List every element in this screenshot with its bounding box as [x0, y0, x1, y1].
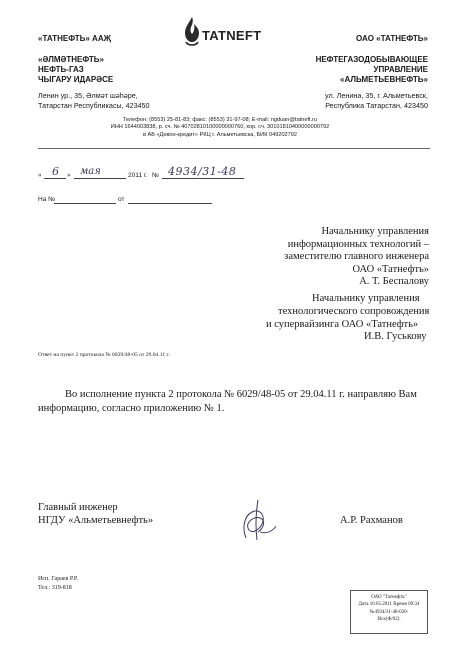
date-year: 2011 г. — [128, 172, 148, 179]
ot-label: от — [118, 196, 125, 203]
registration-stamp-text — [351, 594, 427, 624]
addressee-2 — [266, 293, 429, 344]
addressee-2-line3: и супервайзинга ОАО «Татнефть» — [266, 318, 419, 330]
addressee-2-name: И.В. Гуськову — [364, 331, 427, 343]
registration-stamp — [350, 590, 428, 634]
header-right-addr-line2: Республика Татарстан, 423450 — [325, 101, 428, 110]
header-left-addr-line1: Ленин ур., 35, Әлмәт шәһәре, — [38, 91, 138, 100]
header-left-dept-line2: НЕФТЬ-ГАЗ — [38, 65, 84, 74]
date-month: мая — [80, 166, 101, 177]
addressee-2-line1: Начальнику управления — [312, 293, 420, 304]
date-day-line — [44, 178, 66, 179]
header-left-dept-line3: ЧЫГАРУ ИДАРӘСЕ — [38, 75, 114, 84]
contacts-line1: Телефон: (8553) 25-81-83; факс: (8553) 31-97-08; E-mail: ngduan@tatneft.ru — [122, 117, 318, 123]
header-right-dept-line1: НЕФТЕГАЗОДОБЫВАЮЩЕЕ — [315, 55, 428, 64]
logo-text: TATNEFT — [202, 28, 262, 43]
date-day: 6 — [52, 165, 59, 178]
document-number: 4934/31-48 — [168, 165, 237, 178]
contacts-line3: в АБ «Девон-кредит» РКЦ г. Альметьевска, БИК 049202792 — [142, 131, 298, 138]
date-month-line — [74, 178, 126, 179]
header-right-department — [316, 55, 428, 85]
stamp-line4: Исх(Ф/02). — [377, 617, 401, 623]
header-divider — [38, 148, 430, 149]
addressee-1-line1: Начальнику управления — [321, 226, 429, 237]
stamp-line3: №4934/31-48-020- — [369, 609, 409, 615]
header-left-address — [38, 91, 150, 111]
addressee-1-name: А. Т. Беспалову — [359, 276, 429, 288]
body-text — [38, 388, 438, 415]
header-left-company: «ТАТНЕФТЬ» ААҖ — [38, 34, 111, 43]
addressee-1-line3: заместителю главного инженера — [284, 251, 429, 263]
header-right-address — [325, 91, 428, 111]
header-left-addr-line2: Татарстан Республикасы, 423450 — [38, 101, 150, 110]
header-right-dept-line2: УПРАВЛЕНИЕ — [373, 65, 428, 74]
number-label: № — [152, 172, 159, 179]
na-line — [54, 203, 116, 204]
header-left-department — [38, 55, 113, 85]
stamp-line2: Дата 10.05.2011 Время 09:34 — [358, 602, 420, 608]
signatory-title-line1: Главный инженер — [38, 502, 118, 513]
addressee-1 — [284, 226, 429, 289]
subject-line: Ответ на пункт 2 протокола № 6029/48-05 от 29.04.11 г. — [38, 352, 170, 358]
signatory-title — [38, 502, 153, 528]
addressee-1-line2: информационных технологий – — [287, 238, 429, 250]
addressee-2-line2: технологического сопровождения — [278, 305, 430, 317]
executor-phone: Тел.: 319-818 — [38, 584, 72, 591]
stamp-line1: ОАО "Татнефть" — [371, 595, 407, 600]
number-line — [162, 178, 244, 179]
signatory-title-line2: НГДУ «Альметьевнефть» — [38, 514, 154, 526]
signatory-name: А.Р. Рахманов — [340, 515, 403, 526]
executor-info — [38, 575, 78, 592]
addressee-1-line4: ОАО «Татнефть» — [352, 263, 429, 275]
tatneft-drop-icon — [182, 16, 202, 48]
handwritten-signature — [236, 494, 282, 544]
header-contacts — [60, 117, 380, 139]
date-open-quote: « — [38, 171, 42, 179]
body-line1: Во исполнение пункта 2 протокола № 6029/48-05 от 29.04.11 г. направляю Вам — [65, 389, 417, 400]
header-right-company: ОАО «ТАТНЕФТЬ» — [356, 34, 428, 43]
date-close-quote: » — [67, 171, 71, 179]
header-right-addr-line1: ул. Ленина, 35, г. Альметьевск, — [325, 91, 428, 100]
header-left-dept-line1: «ӘЛМӘТНЕФТЬ» — [38, 55, 104, 64]
na-label: На № — [38, 196, 56, 203]
ot-line — [128, 203, 212, 204]
body-line2: информацию, согласно приложению № 1. — [38, 402, 225, 414]
contacts-line2: ИНН 1644003838, р. сч. № 40702810100000000760, кор. сч. 30101810400000000792 — [110, 124, 330, 131]
tatneft-logo — [180, 16, 280, 50]
executor-name: Исп. Гараев Р.Р. — [38, 576, 79, 582]
header-right-dept-line3: «АЛЬМЕТЬЕВНЕФТЬ» — [340, 75, 428, 84]
